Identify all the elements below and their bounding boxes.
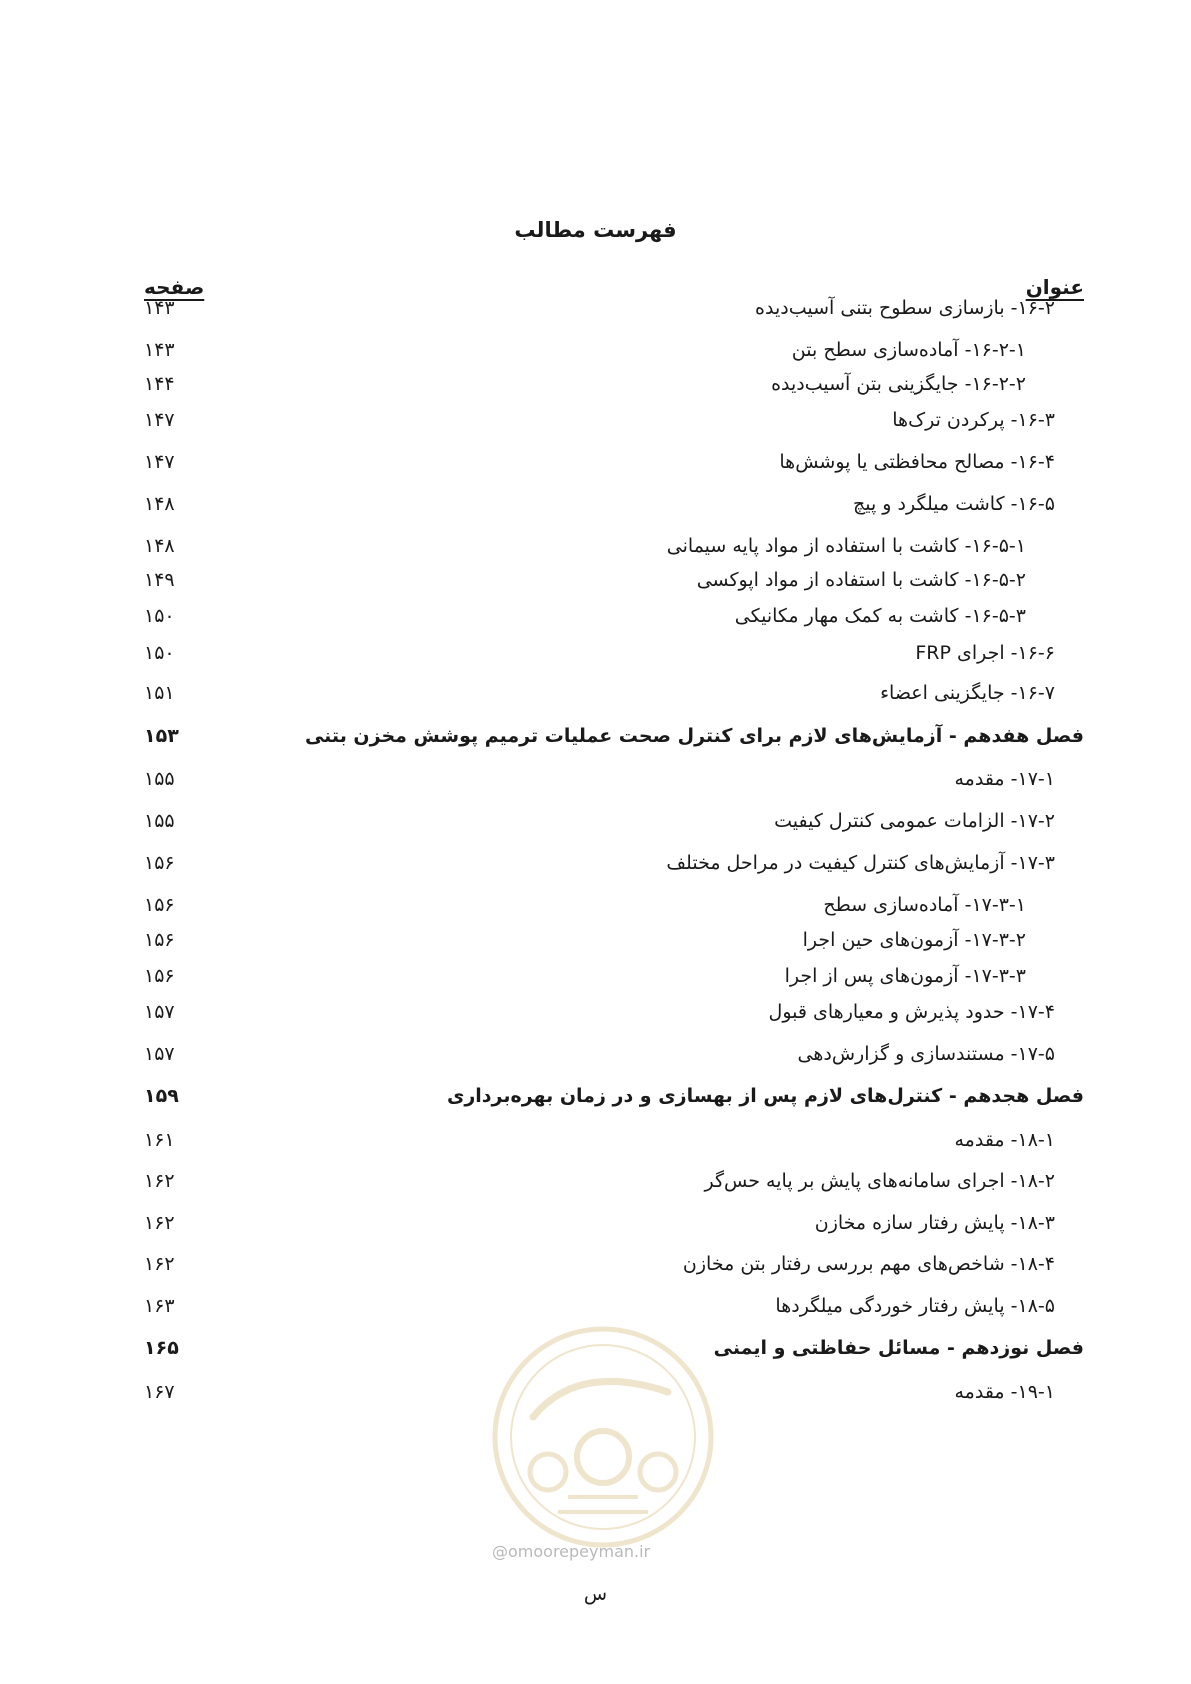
toc-row: [0, 1249, 1191, 1279]
toc-entry-title: فصل نوزدهم - مسائل حفاظتی و ایمنی: [713, 1337, 1084, 1359]
toc-entry-page: ۱۶۵: [144, 1337, 179, 1359]
toc-entry-page: ۱۴۴: [144, 373, 175, 395]
toc-entry-page: ۱۵۷: [144, 1001, 175, 1023]
toc-row: [0, 565, 1191, 595]
watermark-seal-icon: [488, 1322, 718, 1552]
toc-entry-title: ۱۶-۲-۲- جایگزینی بتن آسیب‌دیده: [771, 373, 1026, 395]
toc-entry-title: ۱۸-۲- اجرای سامانه‌های پایش بر پایه حس‌گر: [704, 1170, 1055, 1192]
toc-entry-title: ۱۶-۷- جایگزینی اعضاء: [880, 682, 1055, 704]
toc-entry-page: ۱۵۱: [144, 682, 175, 704]
toc-row: [0, 848, 1191, 878]
toc-entry-title: ۱۸-۳- پایش رفتار سازه مخازن: [814, 1212, 1055, 1234]
toc-entry-page: ۱۶۲: [144, 1253, 175, 1275]
toc-entry-title: ۱۶-۳- پرکردن ترک‌ها: [892, 409, 1055, 431]
toc-entry-title: ۱۶-۵-۱- کاشت با استفاده از مواد پایه سیمانی: [666, 535, 1026, 557]
toc-entry-title: ۱۸-۱- مقدمه: [954, 1129, 1055, 1151]
toc-row: [0, 890, 1191, 920]
toc-entry-title: ۱۸-۵- پایش رفتار خوردگی میلگردها: [775, 1295, 1055, 1317]
toc-entry-title: ۱۷-۳-۳- آزمون‌های پس از اجرا: [784, 965, 1026, 987]
toc-row: [0, 335, 1191, 365]
page-number-footer: س: [583, 1583, 608, 1605]
toc-row: [0, 764, 1191, 794]
toc-entry-title: ۱۶-۵-۲- کاشت با استفاده از مواد اپوکسی: [696, 569, 1026, 591]
toc-row: [0, 1166, 1191, 1196]
toc-row: [0, 1039, 1191, 1069]
toc-row: [0, 997, 1191, 1027]
toc-entry-title: ۱۶-۵- کاشت میلگرد و پیچ: [852, 493, 1055, 515]
toc-entry-page: ۱۵۶: [144, 852, 175, 874]
toc-entry-title: ۱۶-۶- اجرای FRP: [915, 642, 1055, 664]
toc-entry-page: ۱۶۱: [144, 1129, 175, 1151]
toc-entry-title: ۱۶-۲-۱- آماده‌سازی سطح بتن: [791, 339, 1026, 361]
toc-row: [0, 601, 1191, 631]
toc-entry-page: ۱۵۰: [144, 642, 175, 664]
toc-entry-page: ۱۴۸: [144, 535, 175, 557]
toc-entry-page: ۱۵۰: [144, 605, 175, 627]
toc-entry-title: ۱۶-۲- بازسازی سطوح بتنی آسیب‌دیده: [755, 297, 1055, 319]
toc-entry-page: ۱۴۹: [144, 569, 175, 591]
toc-row: [0, 447, 1191, 477]
toc-row: [0, 1208, 1191, 1238]
toc-row: [0, 531, 1191, 561]
toc-entry-page: ۱۵۶: [144, 894, 175, 916]
toc-row: [0, 293, 1191, 323]
toc-entry-page: ۱۵۳: [144, 725, 179, 747]
toc-entry-title: ۱۷-۲- الزامات عمومی کنترل کیفیت: [774, 810, 1055, 832]
toc-entry-title: ۱۹-۱- مقدمه: [954, 1381, 1055, 1403]
toc-chapter-row: [0, 721, 1191, 751]
toc-entry-page: ۱۴۳: [144, 297, 175, 319]
toc-row: [0, 638, 1191, 668]
toc-entry-title: ۱۷-۵- مستندسازی و گزارش‌دهی: [797, 1043, 1055, 1065]
toc-entry-page: ۱۴۷: [144, 409, 175, 431]
watermark-text: @omoorepeyman.ir: [492, 1542, 651, 1561]
toc-entry-title: ۱۸-۴- شاخص‌های مهم بررسی رفتار بتن مخازن: [682, 1253, 1055, 1275]
toc-entry-title: فصل هجدهم - کنترل‌های لازم پس از بهسازی و در زمان بهره‌برداری: [446, 1085, 1084, 1107]
toc-entry-page: ۱۶۳: [144, 1295, 175, 1317]
column-header-page: صفحه: [144, 275, 205, 299]
toc-entry-page: ۱۶۲: [144, 1212, 175, 1234]
toc-entry-page: ۱۵۷: [144, 1043, 175, 1065]
toc-entry-title: ۱۷-۳- آزمایش‌های کنترل کیفیت در مراحل مختلف: [666, 852, 1055, 874]
toc-row: [0, 925, 1191, 955]
toc-row: [0, 806, 1191, 836]
at-icon: @: [492, 1542, 508, 1561]
toc-entry-page: ۱۵۵: [144, 768, 175, 790]
toc-entry-page: ۱۴۳: [144, 339, 175, 361]
toc-entry-page: ۱۵۶: [144, 929, 175, 951]
page-title: فهرست مطالب: [514, 218, 677, 242]
toc-row: [0, 489, 1191, 519]
toc-entry-title: ۱۶-۴- مصالح محافظتی یا پوشش‌ها: [779, 451, 1055, 473]
toc-entry-title: فصل هفدهم - آزمایش‌های لازم برای کنترل صحت عملیات ترمیم پوشش مخزن بتنی: [304, 725, 1084, 747]
toc-row: [0, 1291, 1191, 1321]
toc-row: [0, 369, 1191, 399]
toc-entry-title: ۱۷-۳-۲- آزمون‌های حین اجرا: [802, 929, 1026, 951]
toc-row: [0, 961, 1191, 991]
toc-entry-page: ۱۴۸: [144, 493, 175, 515]
toc-entry-page: ۱۵۵: [144, 810, 175, 832]
column-header-title: عنوان: [1025, 275, 1084, 299]
toc-entry-title: ۱۷-۳-۱- آماده‌سازی سطح: [823, 894, 1026, 916]
toc-entry-title: ۱۷-۱- مقدمه: [954, 768, 1055, 790]
toc-chapter-row: [0, 1081, 1191, 1111]
toc-row: [0, 405, 1191, 435]
toc-entry-page: ۱۶۷: [144, 1381, 175, 1403]
toc-entry-page: ۱۶۲: [144, 1170, 175, 1192]
toc-row: [0, 1125, 1191, 1155]
toc-row: [0, 678, 1191, 708]
toc-entry-title: ۱۷-۴- حدود پذیرش و معیارهای قبول: [768, 1001, 1055, 1023]
toc-entry-title: ۱۶-۵-۳- کاشت به کمک مهار مکانیکی: [734, 605, 1026, 627]
toc-entry-page: ۱۵۶: [144, 965, 175, 987]
toc-entry-page: ۱۵۹: [144, 1085, 179, 1107]
toc-entry-page: ۱۴۷: [144, 451, 175, 473]
